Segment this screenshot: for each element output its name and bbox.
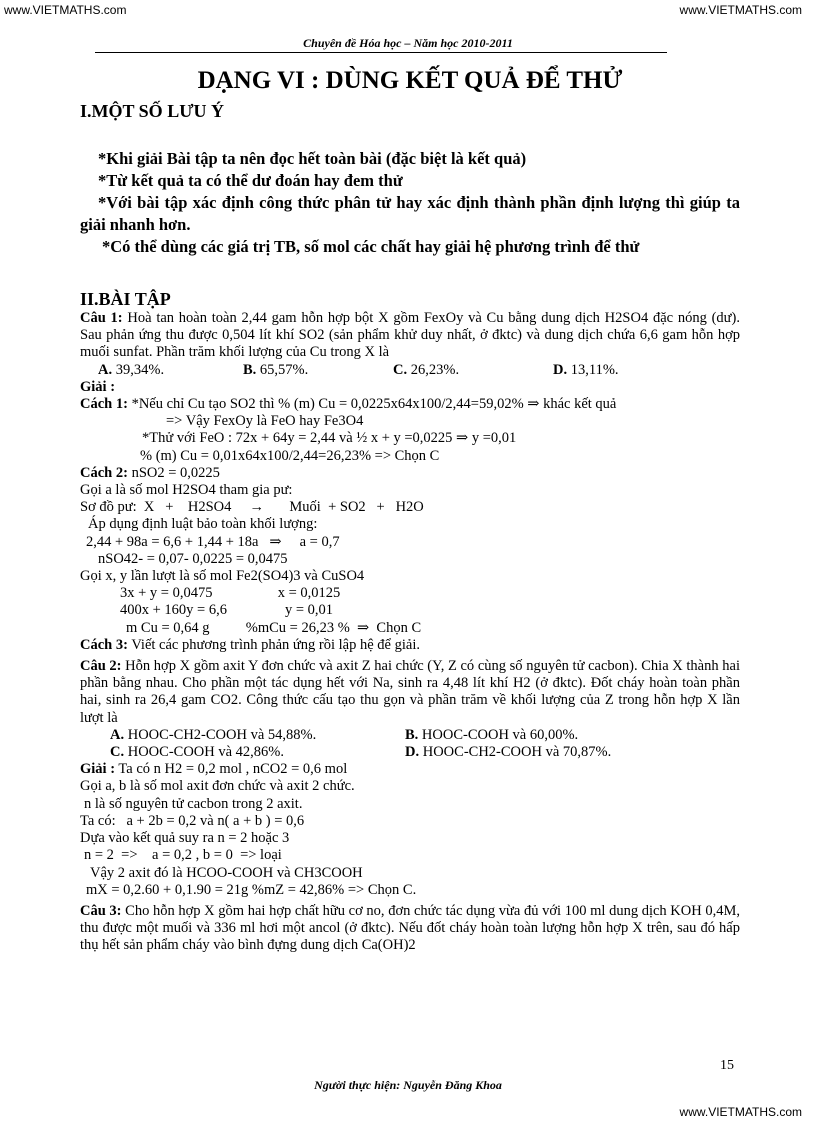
note-3: *Với bài tập xác định công thức phân tử hay xác định thành phần định lượng thì giúp ta giải nhanh hơn.: [80, 193, 740, 234]
method-2: [80, 465, 740, 482]
note-1: *Khi giải Bài tập ta nên đọc hết toàn bài (đặc biệt là kết quả): [98, 149, 527, 168]
method-2-line: nSO2 = 0,0225: [131, 464, 220, 481]
option-a-text: 39,34%.: [115, 361, 165, 378]
option-a-text: HOOC-CH2-COOH và 54,88%.: [127, 726, 317, 743]
option-d-label: D.: [553, 361, 568, 378]
option-a-label: A.: [110, 726, 125, 743]
option-a-label: A.: [98, 361, 113, 378]
option-d-label: D.: [405, 744, 420, 761]
option-c-label: C.: [110, 744, 125, 761]
question-3-text: Cho hỗn hợp X gồm hai hợp chất hữu cơ no, đơn chức tác dụng vừa đủ với 100 ml dung dịch KOH 0,4M, thu được một muối và 336 ml hơi một ancol (ở đktc). Nếu đốt cháy hoàn toàn lượng hỗn hợp X trên, sau đó hấp thụ hết sản phẩm cháy vào bình đựng dung dịch Ca(OH)2: [80, 902, 741, 954]
method-1-line: *Nếu chỉ Cu tạo SO2 thì % (m) Cu = 0,0225x64x100/2,44=59,02% ⇒ khác kết quả: [131, 396, 617, 413]
method-1-line: => Vậy FexOy là FeO hay Fe3O4: [166, 413, 364, 430]
page-title: DẠNG VI : DÙNG KẾT QUẢ ĐỂ THỬ: [197, 67, 623, 94]
question-2-label: Câu 2:: [80, 658, 122, 675]
method-2-line: nSO42- = 0,07- 0,0225 = 0,0475: [98, 550, 288, 567]
watermark-top-left: www.VIETMATHS.com: [4, 3, 127, 17]
section-heading-2: II.BÀI TẬP: [80, 289, 171, 309]
option-c-text: HOOC-COOH và 42,86%.: [127, 744, 284, 761]
watermark-top-right: www.VIETMATHS.com: [679, 3, 802, 17]
question-1: [80, 310, 740, 362]
option-d-text: HOOC-CH2-COOH và 70,87%.: [422, 744, 612, 761]
solution-line: Dựa vào kết quả suy ra n = 2 hoặc 3: [80, 830, 290, 847]
solution-line: Gọi a, b là số mol axit đơn chức và axit 2 chức.: [80, 778, 355, 795]
question-3: [80, 903, 740, 955]
note-4: *Có thể dùng các giá trị TB, số mol các chất hay giải hệ phương trình để thử: [102, 237, 640, 256]
watermark-bottom-right: www.VIETMATHS.com: [679, 1105, 802, 1119]
method-2-line: Gọi x, y lần lượt là số mol Fe2(SO4)3 và CuSO4: [80, 568, 365, 585]
header-rule: [95, 52, 667, 53]
method-2-line: Gọi a là số mol H2SO4 tham gia pư:: [80, 482, 293, 499]
method-2-line: m Cu = 0,64 g %mCu = 26,23 % ⇒ Chọn C: [126, 619, 422, 636]
method-1: [80, 396, 740, 413]
option-b-label: B.: [243, 361, 257, 378]
solution-line: mX = 0,2.60 + 0,1.90 = 21g %mZ = 42,86% => Chọn C.: [86, 881, 417, 898]
solution-label-1: Giải :: [80, 378, 116, 395]
question-1-label: Câu 1:: [80, 310, 123, 326]
solution-line: n = 2 => a = 0,2 , b = 0 => loại: [84, 847, 282, 864]
option-d-text: 13,11%.: [570, 361, 619, 378]
method-1-line: % (m) Cu = 0,01x64x100/2,44=26,23% => Chọn C: [140, 447, 440, 464]
solution-2: [80, 761, 740, 778]
solution-line: Ta có: a + 2b = 0,2 và n( a + b ) = 0,6: [80, 812, 305, 829]
page-header: Chuyên đề Hóa học – Năm học 2010-2011: [303, 36, 513, 50]
solution-label-2: Giải :: [80, 761, 116, 778]
section-heading-1: I.MỘT SỐ LƯU Ý: [80, 101, 225, 121]
page-number: 15: [720, 1058, 734, 1073]
method-2-label: Cách 2:: [80, 464, 128, 481]
method-3-label: Cách 3:: [80, 636, 128, 653]
question-2-text: Hỗn hợp X gồm axit Y đơn chức và axit Z hai chức (Y, Z có cùng số nguyên tử cacbon). Chia X thành hai phần bằng nhau. Cho phần một tác dụng hết với Na, sinh ra 4,48 lít khí H2 (ở đktc). Đốt cháy hoàn toàn phần hai, sinh ra 26,4 gam CO2. Công thức cấu tạo thu gọn và phần trăm về khối lượng của Z trong hỗn hợp X lần lượt là: [80, 658, 740, 726]
method-2-line: 3x + y = 0,0475 x = 0,0125: [120, 585, 341, 602]
method-2-line: Áp dụng định luật bảo toàn khối lượng:: [88, 516, 318, 533]
option-b-text: 65,57%.: [259, 361, 309, 378]
method-1-line: *Thử với FeO : 72x + 64y = 2,44 và ½ x + y =0,0225 ⇒ y =0,01: [142, 430, 517, 447]
option-b-label: B.: [405, 726, 419, 743]
option-b-text: HOOC-COOH và 60,00%.: [421, 726, 579, 743]
question-1-text: Hoà tan hoàn toàn 2,44 gam hỗn hợp bột X gồm FexOy và Cu bằng dung dịch H2SO4 đặc nóng (dư). Sau phản ứng thu được 0,504 lít khí SO2 (sản phẩm khử duy nhất, ở đktc) và dung dịch chứa 6,6 gam hỗn hợp muối sunfat. Phần trăm khối lượng của Cu trong X là: [80, 310, 740, 361]
option-c-label: C.: [393, 361, 408, 378]
method-3-text: Viết các phương trình phản ứng rồi lập hệ để giải.: [131, 636, 420, 653]
question-2: [80, 658, 740, 727]
page-footer: Người thực hiện: Nguyễn Đăng Khoa: [314, 1078, 502, 1092]
option-c-text: 26,23%.: [410, 361, 460, 378]
question-2-options-row-1: [80, 727, 740, 744]
solution-line: n là số nguyên tử cacbon trong 2 axit.: [84, 795, 303, 812]
method-2-line: 2,44 + 98a = 6,6 + 1,44 + 18a ⇒ a = 0,7: [86, 533, 340, 550]
method-2-line: 400x + 160y = 6,6 y = 0,01: [120, 602, 334, 619]
question-1-options: [80, 362, 740, 379]
note-2: *Từ kết quả ta có thể dư đoán hay đem thử: [98, 171, 403, 190]
solution-line: Ta có n H2 = 0,2 mol , nCO2 = 0,6 mol: [118, 761, 348, 778]
question-3-label: Câu 3:: [80, 902, 122, 919]
solution-line: Vậy 2 axit đó là HCOO-COOH và CH3COOH: [90, 864, 363, 881]
method-1-label: Cách 1:: [80, 396, 128, 413]
method-3: [80, 637, 740, 654]
method-2-line: Sơ đồ pư: X + H2SO4 → Muối + SO2 + H2O: [80, 499, 424, 516]
page-body: [80, 58, 740, 955]
question-2-options-row-2: [80, 744, 740, 761]
